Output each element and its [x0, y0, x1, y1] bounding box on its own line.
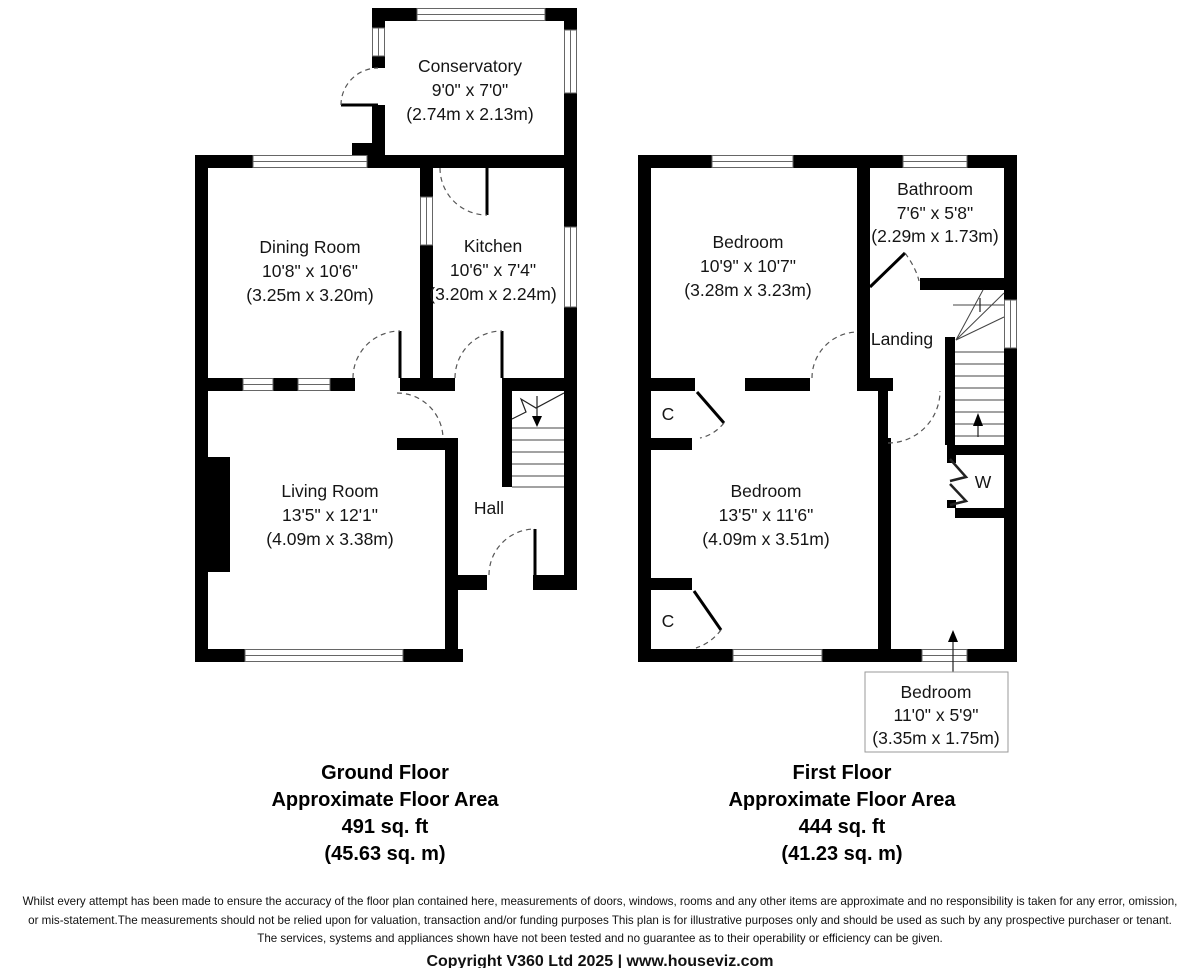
bedroom2-door-leaf: [878, 391, 888, 438]
wardrobe-bifold-door: [950, 459, 966, 505]
bedroom1-label: Bedroom: [712, 232, 784, 252]
conservatory-label: Conservatory: [417, 56, 523, 76]
bathroom-label: Bathroom: [897, 179, 973, 199]
bedroom2-door-arc: [888, 391, 940, 443]
living-room-label: Living Room: [281, 481, 379, 501]
ground-stairs: [512, 393, 564, 487]
wardrobe-label: W: [974, 472, 992, 492]
bedroom1-door-arc: [812, 332, 858, 378]
bedroom2-dims: 13'5" x 11'6": [718, 505, 814, 525]
landing-label: Landing: [870, 329, 934, 349]
ground-floor-subtitle: Approximate Floor Area: [271, 789, 499, 811]
bedroom2-metric: (4.09m x 3.51m): [702, 529, 830, 549]
annotation-arrow-icon: [948, 630, 958, 642]
disclaimer: [0, 893, 1200, 968]
first-floor-caption: [642, 760, 1042, 868]
kitchen-dims: 10'6" x 7'4": [449, 260, 537, 280]
closet-bottom-door-leaf: [694, 591, 721, 630]
closet-top-label: C: [661, 404, 675, 424]
disclaimer-line3: The services, systems and appliances shown have not been tested and no guarantee as to their operability or efficiency can be given.: [257, 932, 943, 945]
first-floor-title: First Floor: [792, 762, 892, 784]
dining-room-dims: 10'8" x 10'6": [262, 261, 358, 281]
closet-bottom-label: C: [661, 611, 675, 631]
disclaimer-line2: or mis-statement.The measurements should not be relied upon for valuation, transaction and/or funding purposes This plan is for illustrative purposes only and should be used as such by any prospective purchaser or tenant.: [28, 913, 1172, 927]
stairs-down-arrow-icon: [532, 416, 542, 427]
copyright-line: Copyright V360 Ltd 2025 | www.houseviz.com: [426, 952, 774, 968]
hall-label: Hall: [473, 498, 505, 518]
ground-floor-caption: [185, 760, 585, 868]
first-floor-subtitle: Approximate Floor Area: [728, 789, 956, 811]
ground-floor-area-ft: 491 sq. ft: [341, 816, 429, 838]
bedroom1-dims: 10'9" x 10'7": [700, 256, 796, 276]
dining-room-label: Dining Room: [259, 237, 361, 257]
living-room-dims: 13'5" x 12'1": [282, 505, 378, 525]
kitchen-label: Kitchen: [463, 236, 523, 256]
bathroom-metric: (2.29m x 1.73m): [871, 226, 999, 246]
kitchen-metric: (3.20m x 2.24m): [429, 284, 557, 304]
conservatory-dims: 9'0" x 7'0": [431, 80, 509, 100]
stairs-break-line: [512, 393, 564, 419]
dining-room-metric: (3.25m x 3.20m): [246, 285, 374, 305]
first-floor-plan: [638, 155, 1017, 752]
ground-floor-plan: [195, 8, 577, 662]
living-room-metric: (4.09m x 3.38m): [266, 529, 394, 549]
ground-floor-area-m: (45.63 sq. m): [324, 843, 446, 865]
disclaimer-line1: Whilst every attempt has been made to ensure the accuracy of the floor plan contained here, measurements of doors, windows, rooms and any other items are approximate and no responsibility is taken for any error, omission,: [22, 895, 1178, 908]
closet-top-door-leaf: [697, 392, 724, 423]
bedroom3-label: Bedroom: [900, 682, 972, 702]
bathroom-door-leaf: [870, 253, 905, 287]
bedroom2-label: Bedroom: [730, 481, 802, 501]
bedroom3-metric: (3.35m x 1.75m): [872, 728, 1000, 748]
ground-floor-title: Ground Floor: [321, 762, 449, 784]
first-stairs: [953, 290, 1004, 437]
bedroom1-metric: (3.28m x 3.23m): [684, 280, 812, 300]
conservatory-metric: (2.74m x 2.13m): [406, 104, 534, 124]
first-doors: [694, 253, 966, 648]
first-floor-area-ft: 444 sq. ft: [798, 816, 886, 838]
first-floor-area-m: (41.23 sq. m): [781, 843, 903, 865]
bedroom3-dims: 11'0" x 5'9": [893, 705, 979, 725]
stairs-up-arrow-icon: [973, 413, 983, 426]
bathroom-dims: 7'6" x 5'8": [896, 203, 974, 223]
living-room-door-arc: [397, 393, 443, 439]
